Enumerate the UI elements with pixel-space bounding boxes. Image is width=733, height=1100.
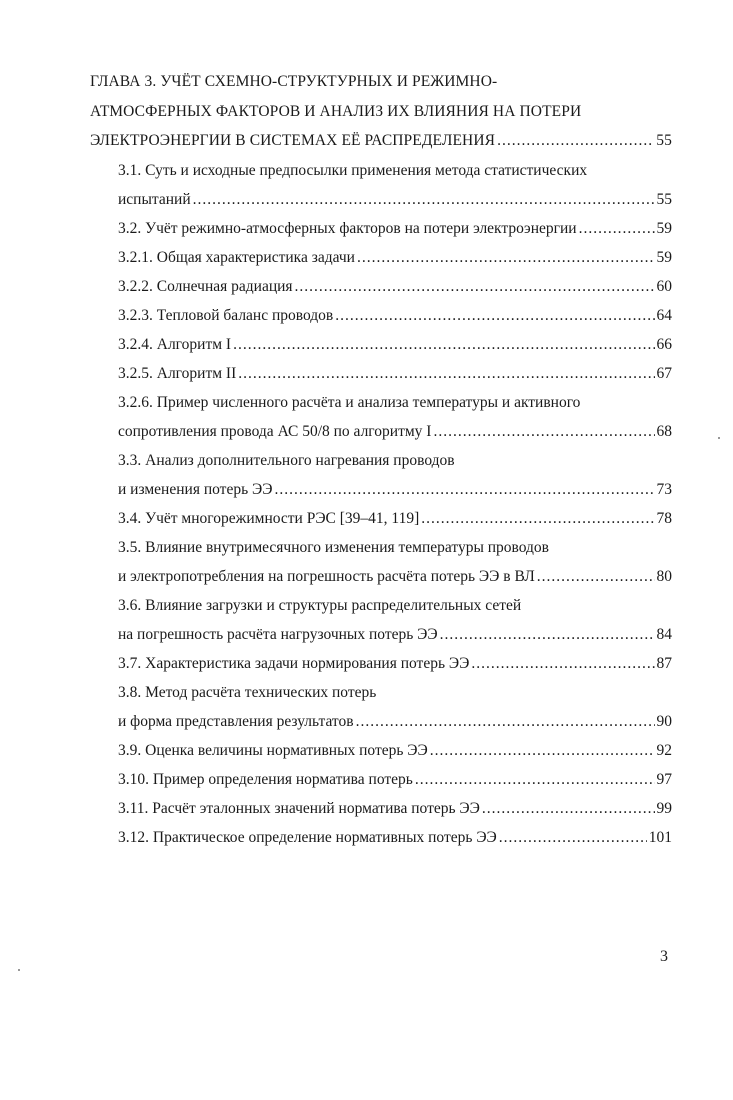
toc-entry-page: 59: [656, 220, 672, 237]
toc-entry-title: 3.7. Характеристика задачи нормирования потерь ЭЭ: [118, 655, 470, 672]
toc-entry-3-6-line-1: 3.6. Влияние загрузки и структуры распределительных сетей: [118, 597, 522, 614]
chapter-title-line-2: АТМОСФЕРНЫХ ФАКТОРОВ И АНАЛИЗ ИХ ВЛИЯНИЯ НА ПОТЕРИ: [90, 103, 582, 120]
toc-entry-page: 87: [656, 655, 672, 672]
page-number: 3: [660, 948, 668, 965]
toc-entry-page: 80: [656, 568, 672, 585]
toc-entry-title: 3.12. Практическое определение нормативных потерь ЭЭ: [118, 829, 497, 846]
toc-entry-title: 3.2.5. Алгоритм II: [118, 365, 237, 382]
chapter-title-line-3: ЭЛЕКТРОЭНЕРГИИ В СИСТЕМАХ ЕЁ РАСПРЕДЕЛЕНИЯ: [90, 132, 496, 149]
toc-entry-3-2-1: [118, 248, 672, 268]
toc-entry-3-2: [118, 219, 672, 239]
toc-entry-3-2-5: [118, 364, 672, 384]
toc-entry-title: 3.2.2. Солнечная радиация: [118, 278, 293, 295]
toc-entry-page: 60: [656, 278, 672, 295]
toc-entry-3-3-line-1: 3.3. Анализ дополнительного нагревания проводов: [118, 452, 455, 469]
toc-entry-3-1: [118, 190, 672, 210]
dot-leader: [440, 625, 655, 645]
dot-leader: [233, 335, 654, 355]
toc-entry-3-2-2: [118, 277, 672, 297]
dot-leader: [537, 567, 655, 587]
toc-entry-3-2-4: [118, 335, 672, 355]
dot-leader: [430, 741, 655, 761]
toc-entry-title: 3.2. Учёт режимно-атмосферных факторов на потери электроэнергии: [118, 220, 577, 237]
toc-entry-title: 3.11. Расчёт эталонных значений норматива потерь ЭЭ: [118, 800, 480, 817]
toc-entry-page: 66: [656, 336, 672, 353]
toc-entry-3-12: [118, 828, 672, 848]
toc-entry-title: 3.9. Оценка величины нормативных потерь ЭЭ: [118, 742, 428, 759]
dot-leader: [482, 799, 655, 819]
toc-entry-3-11: [118, 799, 672, 819]
toc-entry-3-3: [118, 480, 672, 500]
toc-entry-title: 3.2.3. Тепловой баланс проводов: [118, 307, 334, 324]
toc-entry-title: 3.2.1. Общая характеристика задачи: [118, 249, 355, 266]
dot-leader: [471, 654, 654, 674]
toc-entry-title: и форма представления результатов: [118, 713, 354, 730]
toc-entry-3-8-line-1: 3.8. Метод расчёта технических потерь: [118, 684, 377, 701]
toc-entry-3-10: [118, 770, 672, 790]
dot-leader: [499, 828, 647, 848]
toc-entry-title: испытаний: [118, 191, 191, 208]
chapter-title-line-1: ГЛАВА 3. УЧЁТ СХЕМНО-СТРУКТУРНЫХ И РЕЖИМНО-: [90, 73, 498, 90]
toc-entry-3-2-3: [118, 306, 672, 326]
toc-entry-title: 3.4. Учёт многорежимности РЭС [39–41, 119]: [118, 510, 420, 527]
toc-entry-3-2-6-line-1: 3.2.6. Пример численного расчёта и анализа температуры и активного: [118, 394, 581, 411]
dot-leader: [238, 364, 654, 384]
toc-entry-3-2-6: [118, 422, 672, 442]
dot-leader: [274, 480, 654, 500]
toc-entry-3-5: [118, 567, 672, 587]
scan-speck: [718, 437, 720, 439]
dot-leader: [415, 770, 655, 790]
toc-entry-title: сопротивления провода АС 50/8 по алгоритму I: [118, 423, 432, 440]
toc-entry-page: 67: [656, 365, 672, 382]
toc-entry-3-9: [118, 741, 672, 761]
scan-speck: [18, 969, 20, 971]
toc-entry-page: 92: [656, 742, 672, 759]
chapter-page: 55: [656, 132, 672, 149]
dot-leader: [335, 306, 654, 326]
toc-entry-3-4: [118, 509, 672, 529]
dot-leader: [193, 190, 655, 210]
toc-entry-3-8: [118, 712, 672, 732]
toc-entry-title: и изменения потерь ЭЭ: [118, 481, 273, 498]
toc-entry-page: 97: [656, 771, 672, 788]
dot-leader: [433, 422, 654, 442]
toc-entry-page: 90: [656, 713, 672, 730]
toc-entry-page: 68: [656, 423, 672, 440]
dot-leader: [356, 712, 655, 732]
toc-entry-page: 99: [656, 800, 672, 817]
dot-leader: [295, 277, 655, 297]
toc-entry-page: 55: [656, 191, 672, 208]
dot-leader: [421, 509, 654, 529]
dot-leader: [497, 131, 654, 151]
toc-entry-3-1-line-1: 3.1. Суть и исходные предпосылки применения метода статистических: [118, 162, 588, 179]
toc-entry-page: 101: [648, 829, 672, 846]
toc-entry-page: 73: [656, 481, 672, 498]
toc-entry-3-5-line-1: 3.5. Влияние внутримесячного изменения температуры проводов: [118, 539, 550, 556]
dot-leader: [357, 248, 655, 268]
toc-entry-page: 78: [656, 510, 672, 527]
toc-entry-title: 3.2.4. Алгоритм I: [118, 336, 232, 353]
toc-entry-3-6: [118, 625, 672, 645]
toc-entry-page: 59: [656, 249, 672, 266]
toc-entry-title: на погрешность расчёта нагрузочных потерь ЭЭ: [118, 626, 438, 643]
chapter-title-row: [90, 131, 672, 151]
dot-leader: [579, 219, 655, 239]
toc-entry-title: 3.10. Пример определения норматива потерь: [118, 771, 413, 788]
toc-entry-page: 84: [656, 626, 672, 643]
toc-entry-page: 64: [656, 307, 672, 324]
toc-entry-3-7: [118, 654, 672, 674]
toc-entry-title: и электропотребления на погрешность расчёта потерь ЭЭ в ВЛ: [118, 568, 535, 585]
